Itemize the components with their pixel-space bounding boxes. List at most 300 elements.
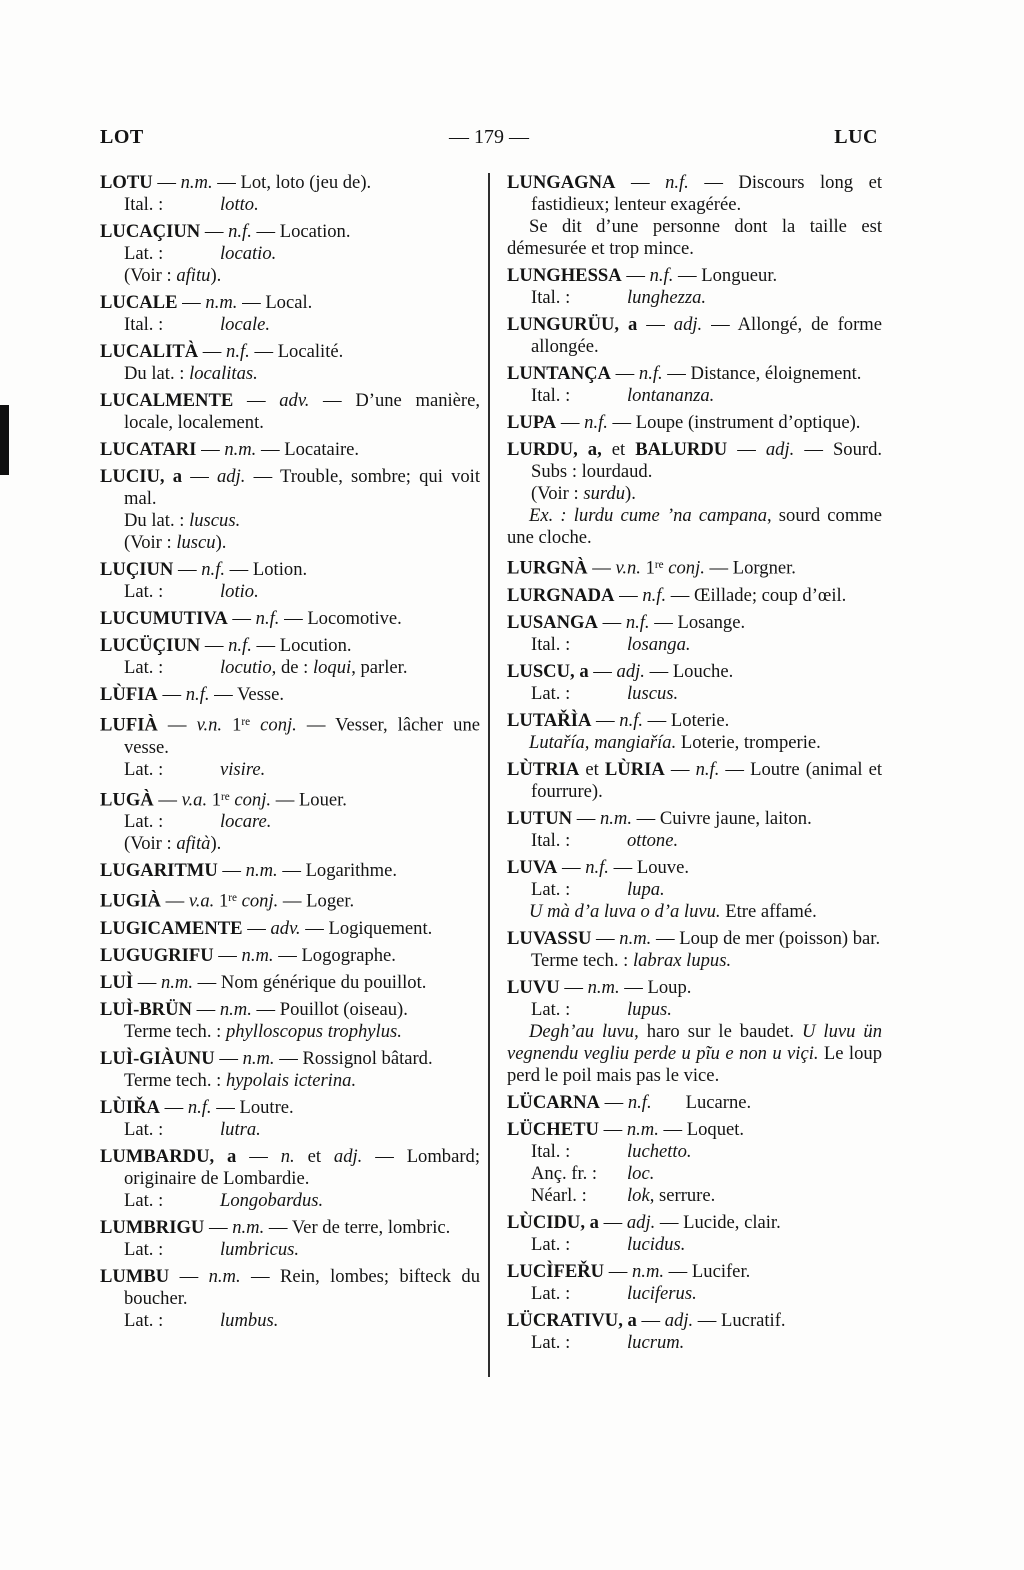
text-segment: ottone.	[627, 829, 679, 851]
text-segment: localitas.	[189, 363, 258, 384]
text-segment: locale.	[220, 314, 271, 335]
entry-etymology-line	[100, 265, 480, 287]
text-segment: LUGICAMENTE	[100, 917, 243, 939]
text-segment: n.f.	[627, 1091, 652, 1113]
entry-etymology-line	[507, 830, 882, 852]
right-column	[507, 172, 882, 1359]
text-segment: n.f.	[201, 559, 226, 580]
entry-etymology-line	[507, 683, 882, 705]
text-segment: adj.	[765, 439, 795, 460]
text-segment: LUNGAGNA	[507, 172, 616, 193]
text-segment: v.a.	[188, 890, 215, 912]
text-segment: U mà d’a luva o d’a luvu.	[529, 900, 721, 922]
text-segment: n.m.	[599, 807, 633, 829]
text-segment: n.m.	[219, 998, 252, 1020]
dictionary-entry	[100, 466, 480, 554]
text-segment: LUVASSU	[507, 927, 592, 949]
entry-head-line	[100, 608, 480, 630]
text-segment: — Loup.	[619, 976, 692, 998]
text-segment: re	[221, 790, 230, 803]
text-segment: ).	[215, 532, 227, 553]
text-segment: adj.	[217, 466, 246, 487]
entry-etymology-line	[507, 385, 882, 407]
entry-example-paragraph	[507, 901, 882, 923]
dictionary-entry	[507, 172, 882, 260]
entry-etymology-line	[100, 833, 480, 855]
entry-head-line	[507, 977, 882, 999]
text-segment: —	[664, 758, 696, 780]
entry-head-line	[507, 1310, 882, 1332]
text-segment: re	[654, 559, 664, 571]
dictionary-entry	[507, 661, 882, 705]
text-segment: — Logarithme.	[277, 860, 397, 882]
text-segment: et	[601, 439, 636, 460]
text-segment: luscus.	[627, 682, 679, 704]
text-segment: Anç. fr. :	[531, 1162, 598, 1184]
text-segment: —	[227, 608, 256, 629]
ink-smudge-artifact	[0, 405, 9, 475]
text-segment: —	[182, 466, 217, 487]
text-segment: —	[572, 807, 600, 829]
text-segment: locatio.	[220, 243, 277, 264]
text-segment: —	[599, 1091, 628, 1113]
text-segment: —	[597, 611, 626, 633]
entry-head-line	[100, 972, 480, 994]
text-segment: — Loup de mer (poisson) bar.	[651, 927, 881, 949]
text-segment: Du lat. :	[124, 510, 190, 531]
text-segment: n.f.	[187, 1096, 212, 1118]
text-segment: Ital. :	[531, 1140, 571, 1162]
text-segment: Ital. :	[124, 314, 164, 335]
text-segment: Terme tech. :	[124, 1069, 226, 1091]
entry-etymology-line	[100, 759, 480, 781]
dictionary-entry	[100, 684, 480, 706]
text-segment: — Logiquement.	[300, 917, 433, 939]
text-segment: LUVU	[507, 976, 560, 998]
text-segment: n.f.	[584, 412, 608, 433]
entry-etymology-line	[100, 1239, 480, 1261]
text-segment: —	[588, 660, 617, 682]
text-segment: adj.	[333, 1145, 363, 1167]
entry-head-line	[507, 1119, 882, 1141]
running-head-right: LUC	[834, 126, 878, 148]
text-segment: n.f.	[625, 611, 650, 633]
text-segment: — Loupe (instrument d’optique).	[607, 412, 861, 433]
text-segment: LURGNADA	[507, 584, 615, 606]
text-segment: n.f.	[228, 221, 252, 242]
text-segment: Etre affamé.	[720, 900, 817, 922]
text-segment: — Sourd. Subs : lourdaud.	[531, 439, 883, 482]
dictionary-entry	[100, 292, 480, 336]
text-segment: LUPA	[507, 412, 557, 433]
entry-head-line	[100, 466, 480, 510]
text-segment: n.	[280, 1145, 295, 1167]
entry-etymology-line	[507, 1185, 882, 1207]
entry-head-line	[100, 1048, 480, 1070]
dictionary-entry	[507, 439, 882, 549]
left-column	[100, 172, 480, 1337]
text-segment: — D’une manière, locale, localement.	[124, 390, 481, 433]
text-segment: —	[177, 292, 206, 313]
text-segment: lutra.	[220, 1118, 261, 1140]
dictionary-entry	[507, 977, 882, 1087]
text-segment: Lat. :	[531, 878, 571, 900]
text-segment: Lucarne.	[685, 1091, 752, 1113]
text-segment: —	[637, 314, 674, 335]
text-segment: —	[157, 684, 186, 705]
entry-head-line	[507, 808, 882, 830]
text-segment: LUGÀ	[100, 789, 154, 811]
text-segment: n.f.	[642, 584, 667, 606]
text-segment: Terme tech. :	[124, 1020, 226, 1042]
entry-etymology-line	[100, 1190, 480, 1212]
text-segment: — Loterie.	[643, 709, 730, 731]
entry-head-line	[507, 172, 882, 216]
text-segment: conj.	[234, 789, 272, 811]
text-segment: —	[591, 709, 620, 731]
text-segment: LUFIÀ	[100, 714, 158, 736]
text-segment: labrax lupus.	[632, 949, 732, 971]
text-segment: LUÇIUN	[100, 559, 174, 580]
text-segment: — Localité.	[249, 341, 344, 362]
text-segment: LUSCU, a	[507, 660, 589, 682]
text-segment: lotio.	[220, 581, 259, 602]
text-segment: et	[579, 758, 605, 780]
page-number: — 179 —	[449, 126, 529, 148]
text-segment: — Lucratif.	[693, 1309, 786, 1331]
text-segment: lupus.	[627, 998, 672, 1020]
text-segment: lumbricus.	[220, 1238, 300, 1260]
text-segment: LUNGHESSA	[507, 265, 622, 286]
text-segment: — Vesser, lâcher une vesse.	[124, 714, 480, 758]
text-segment: conj.	[241, 890, 279, 912]
dictionary-entry	[507, 928, 882, 972]
text-segment: re	[228, 892, 237, 905]
text-segment: n.m.	[180, 172, 213, 193]
text-segment: ).	[210, 265, 222, 286]
text-segment: n.f.	[585, 856, 609, 878]
text-segment: LUÌ-GIÀUNU	[100, 1047, 215, 1069]
text-segment: LUTUN	[507, 807, 573, 829]
entry-etymology-line	[100, 363, 480, 385]
text-segment: n.f.	[226, 341, 250, 362]
text-segment: LUÌ	[100, 971, 134, 993]
text-segment: LUCIU, a	[100, 466, 183, 487]
text-segment: — Lorgner.	[704, 557, 796, 579]
text-segment: — Local.	[237, 292, 313, 313]
text-segment: Terme tech. :	[531, 949, 633, 971]
dictionary-entry	[100, 1266, 480, 1332]
text-segment: — Loutre.	[211, 1096, 294, 1118]
text-segment: —	[636, 1309, 665, 1331]
text-segment: luchetto.	[627, 1140, 692, 1162]
text-segment: n.m.	[632, 1260, 665, 1282]
text-segment: LURGNÀ	[507, 557, 588, 579]
dictionary-entry	[100, 221, 480, 287]
text-segment: —	[133, 971, 161, 993]
text-segment: — Rossignol bâtard.	[274, 1047, 433, 1069]
dictionary-entry	[507, 1119, 882, 1207]
entry-etymology-line	[100, 1310, 480, 1332]
text-segment: n.m.	[619, 927, 652, 949]
text-segment: , parler.	[351, 657, 408, 678]
entry-etymology-line	[100, 1070, 480, 1092]
dictionary-entry	[100, 559, 480, 603]
text-segment: —	[173, 559, 202, 580]
text-segment: LÙTRIA	[507, 758, 580, 780]
text-segment: Lat. :	[124, 811, 164, 833]
text-segment: LUCALITÀ	[100, 341, 199, 362]
entry-etymology-line	[507, 1332, 882, 1354]
text-segment: — Losange.	[649, 611, 746, 633]
text-segment: n.m.	[160, 971, 193, 993]
text-segment: losanga.	[627, 633, 691, 655]
dictionary-entry	[507, 363, 882, 407]
text-segment: n.f.	[649, 265, 674, 286]
text-segment: n.m.	[587, 976, 620, 998]
text-segment: —	[204, 1216, 233, 1238]
text-segment: Ital. :	[531, 633, 571, 655]
entry-head-line	[507, 314, 882, 358]
dictionary-entry	[507, 759, 882, 803]
text-segment: —	[587, 557, 616, 579]
text-segment: Lat. :	[124, 1118, 164, 1140]
dictionary-entry	[507, 265, 882, 309]
text-segment: —	[160, 890, 189, 912]
text-segment: Lat. :	[531, 682, 571, 704]
text-segment: n.f.	[185, 684, 210, 705]
dictionary-entry	[100, 887, 480, 913]
text-segment: lontananza.	[627, 385, 715, 406]
text-segment: — Allongé, de forme allongée.	[531, 314, 882, 357]
text-segment: — Lucide, clair.	[655, 1211, 781, 1233]
text-segment: adj.	[626, 1211, 656, 1233]
text-segment: luscus.	[189, 510, 241, 531]
text-segment: lotto.	[220, 194, 259, 215]
text-segment: — Œillade; coup d’œil.	[666, 584, 847, 606]
text-segment: —	[200, 221, 229, 242]
entry-head-line	[100, 1217, 480, 1239]
text-segment: —	[159, 1096, 188, 1118]
entry-etymology-line	[507, 634, 882, 656]
text-segment: adj.	[673, 314, 703, 335]
text-segment: —	[191, 998, 220, 1020]
text-segment: —	[213, 944, 242, 966]
text-segment: , sourd comme une cloche.	[507, 505, 882, 548]
entry-head-line	[507, 585, 882, 607]
text-segment: n.f.	[255, 608, 280, 629]
entry-example-paragraph	[507, 505, 882, 549]
entry-head-line	[507, 1261, 882, 1283]
dictionary-entry	[100, 635, 480, 679]
text-segment: adj.	[664, 1309, 694, 1331]
page-header	[100, 126, 878, 149]
text-segment	[250, 715, 260, 736]
text-segment: n.f.	[695, 758, 720, 780]
text-segment: LUCATARI	[100, 439, 197, 460]
dictionary-entry	[507, 1092, 882, 1114]
entry-head-line	[507, 554, 882, 580]
entry-etymology-line	[507, 999, 882, 1021]
text-segment: n.m.	[232, 1216, 265, 1238]
text-segment: LUGARITMU	[100, 860, 218, 882]
text-segment: BALURDU	[635, 439, 728, 460]
text-segment: lunghezza.	[627, 287, 707, 308]
text-segment: (Voir :	[124, 833, 177, 855]
text-segment: Ital. :	[531, 287, 571, 308]
entry-etymology-line	[100, 811, 480, 833]
entry-head-line	[100, 945, 480, 967]
text-segment: LUMBRIGU	[100, 1216, 205, 1238]
entry-head-line	[507, 612, 882, 634]
entry-head-line	[100, 860, 480, 882]
text-segment: ).	[210, 833, 222, 855]
text-segment: LUNGURÜU, a	[507, 314, 638, 335]
text-segment: n.m.	[242, 1047, 275, 1069]
dictionary-entry	[100, 918, 480, 940]
text-segment: LÙRIA	[604, 758, 665, 780]
text-segment: n.m.	[241, 944, 274, 966]
text-segment: v.n.	[196, 714, 223, 736]
text-segment: LUMBARDU, a	[100, 1145, 237, 1167]
text-segment: — Longueur.	[673, 265, 778, 286]
text-segment: — Nom générique du pouillot.	[193, 971, 427, 993]
text-segment: —	[727, 439, 766, 460]
entry-head-line	[100, 559, 480, 581]
text-segment: LUTAŘÌA	[507, 709, 592, 731]
column-divider-rule	[488, 173, 490, 1377]
entry-etymology-line	[507, 1141, 882, 1163]
entry-etymology-line	[100, 1021, 480, 1043]
dictionary-entry	[507, 412, 882, 434]
text-segment: n.f.	[638, 363, 663, 384]
text-segment: afitu	[176, 265, 211, 286]
entry-etymology-line	[100, 581, 480, 603]
text-segment: Lat. :	[124, 657, 164, 678]
dictionary-entry	[100, 172, 480, 216]
entry-etymology-line	[100, 657, 480, 679]
entry-head-line	[507, 265, 882, 287]
entry-head-line	[507, 710, 882, 732]
text-segment: n.m.	[245, 860, 278, 882]
text-segment: LUCALE	[100, 292, 178, 313]
text-segment: Le loup perd le poil mais pas le vice.	[507, 1042, 882, 1086]
text-segment: — Cuivre jaune, laiton.	[632, 807, 812, 829]
text-segment: LÜCHETU	[507, 1118, 599, 1140]
text-segment: LUSANGA	[507, 611, 598, 633]
text-segment: — Louve.	[608, 856, 689, 878]
text-segment: visire.	[220, 758, 266, 780]
text-segment: loc.	[627, 1162, 655, 1184]
entry-etymology-line	[100, 532, 480, 554]
text-segment: — Logographe.	[273, 944, 396, 966]
text-segment: ).	[625, 483, 636, 504]
dictionary-entry	[507, 1212, 882, 1256]
entry-etymology-line	[100, 243, 480, 265]
dictionary-entry	[100, 1217, 480, 1261]
text-segment: v.n.	[615, 557, 641, 579]
text-segment: LÙCIDU, a	[507, 1211, 599, 1233]
text-segment: n.m.	[205, 292, 238, 313]
entry-head-line	[100, 711, 480, 759]
entry-head-line	[507, 439, 882, 483]
entry-etymology-line	[507, 1234, 882, 1256]
entry-etymology-line	[100, 314, 480, 336]
text-segment: Du lat. :	[124, 363, 190, 384]
text-segment: n.f.	[228, 635, 252, 656]
text-segment: LUCÌFEŘU	[507, 1260, 605, 1282]
dictionary-entry	[100, 999, 480, 1043]
text-segment: — Loquet.	[658, 1118, 745, 1140]
entry-head-line	[100, 918, 480, 940]
text-segment: LUNTANÇA	[507, 363, 611, 384]
entry-head-line	[100, 1097, 480, 1119]
text-segment: lok	[627, 1184, 650, 1206]
text-segment: — Discours long et fastidieux; lenteur exagérée.	[531, 172, 882, 215]
text-segment: — Distance, éloignement.	[662, 363, 862, 384]
entry-example-paragraph	[507, 732, 882, 754]
text-segment: Ex. : lurdu cume ’na campana	[529, 505, 767, 526]
text-segment: LUCALMENTE	[100, 390, 234, 411]
text-segment: —	[198, 341, 227, 362]
text-segment: — Locomotive.	[279, 608, 402, 629]
text-segment: —	[233, 390, 280, 411]
text-segment: Lat. :	[124, 1309, 164, 1331]
text-segment: 1	[222, 714, 242, 736]
text-segment: —	[196, 439, 225, 460]
dictionary-entry	[507, 857, 882, 923]
text-segment: loqui	[312, 657, 352, 678]
text-segment: n.m.	[626, 1118, 659, 1140]
text-segment: (Voir :	[124, 265, 177, 286]
dictionary-entry	[100, 1097, 480, 1141]
entry-head-line	[100, 635, 480, 657]
text-segment: —	[242, 917, 271, 939]
entry-head-line	[100, 786, 480, 812]
dictionary-entry	[507, 808, 882, 852]
text-segment: LÜCARNA	[507, 1091, 600, 1113]
dictionary-entry	[507, 554, 882, 580]
entry-etymology-line	[507, 950, 882, 972]
dictionary-entry	[100, 608, 480, 630]
text-segment: conj.	[260, 714, 297, 736]
text-segment: LUCAÇIUN	[100, 221, 201, 242]
entry-etymology-line	[507, 287, 882, 309]
entry-head-line	[507, 363, 882, 385]
entry-head-line	[507, 1212, 882, 1234]
text-segment: n.m.	[208, 1265, 241, 1287]
text-segment: — Lucifer.	[664, 1260, 751, 1282]
entry-etymology-line	[507, 879, 882, 901]
entry-head-line	[100, 684, 480, 706]
text-segment: — Lot, loto (jeu de).	[212, 172, 372, 193]
text-segment: — Vesse.	[209, 684, 285, 705]
text-segment: re	[241, 716, 251, 728]
text-segment: — Lotion.	[225, 559, 308, 580]
entry-example-paragraph	[507, 216, 882, 260]
text-segment: (Voir :	[124, 532, 177, 553]
text-segment: Lat. :	[124, 581, 164, 602]
text-segment: conj.	[668, 557, 705, 579]
text-segment: n.m.	[224, 439, 257, 460]
text-segment: —	[157, 714, 197, 736]
text-segment: LUMBU	[100, 1265, 170, 1287]
text-segment: LOTU	[100, 172, 153, 193]
entry-head-line	[507, 1092, 882, 1114]
text-segment: — Rein, lombes; bifteck du boucher.	[124, 1265, 481, 1309]
dictionary-entry	[507, 612, 882, 656]
entry-head-line	[100, 1146, 480, 1190]
